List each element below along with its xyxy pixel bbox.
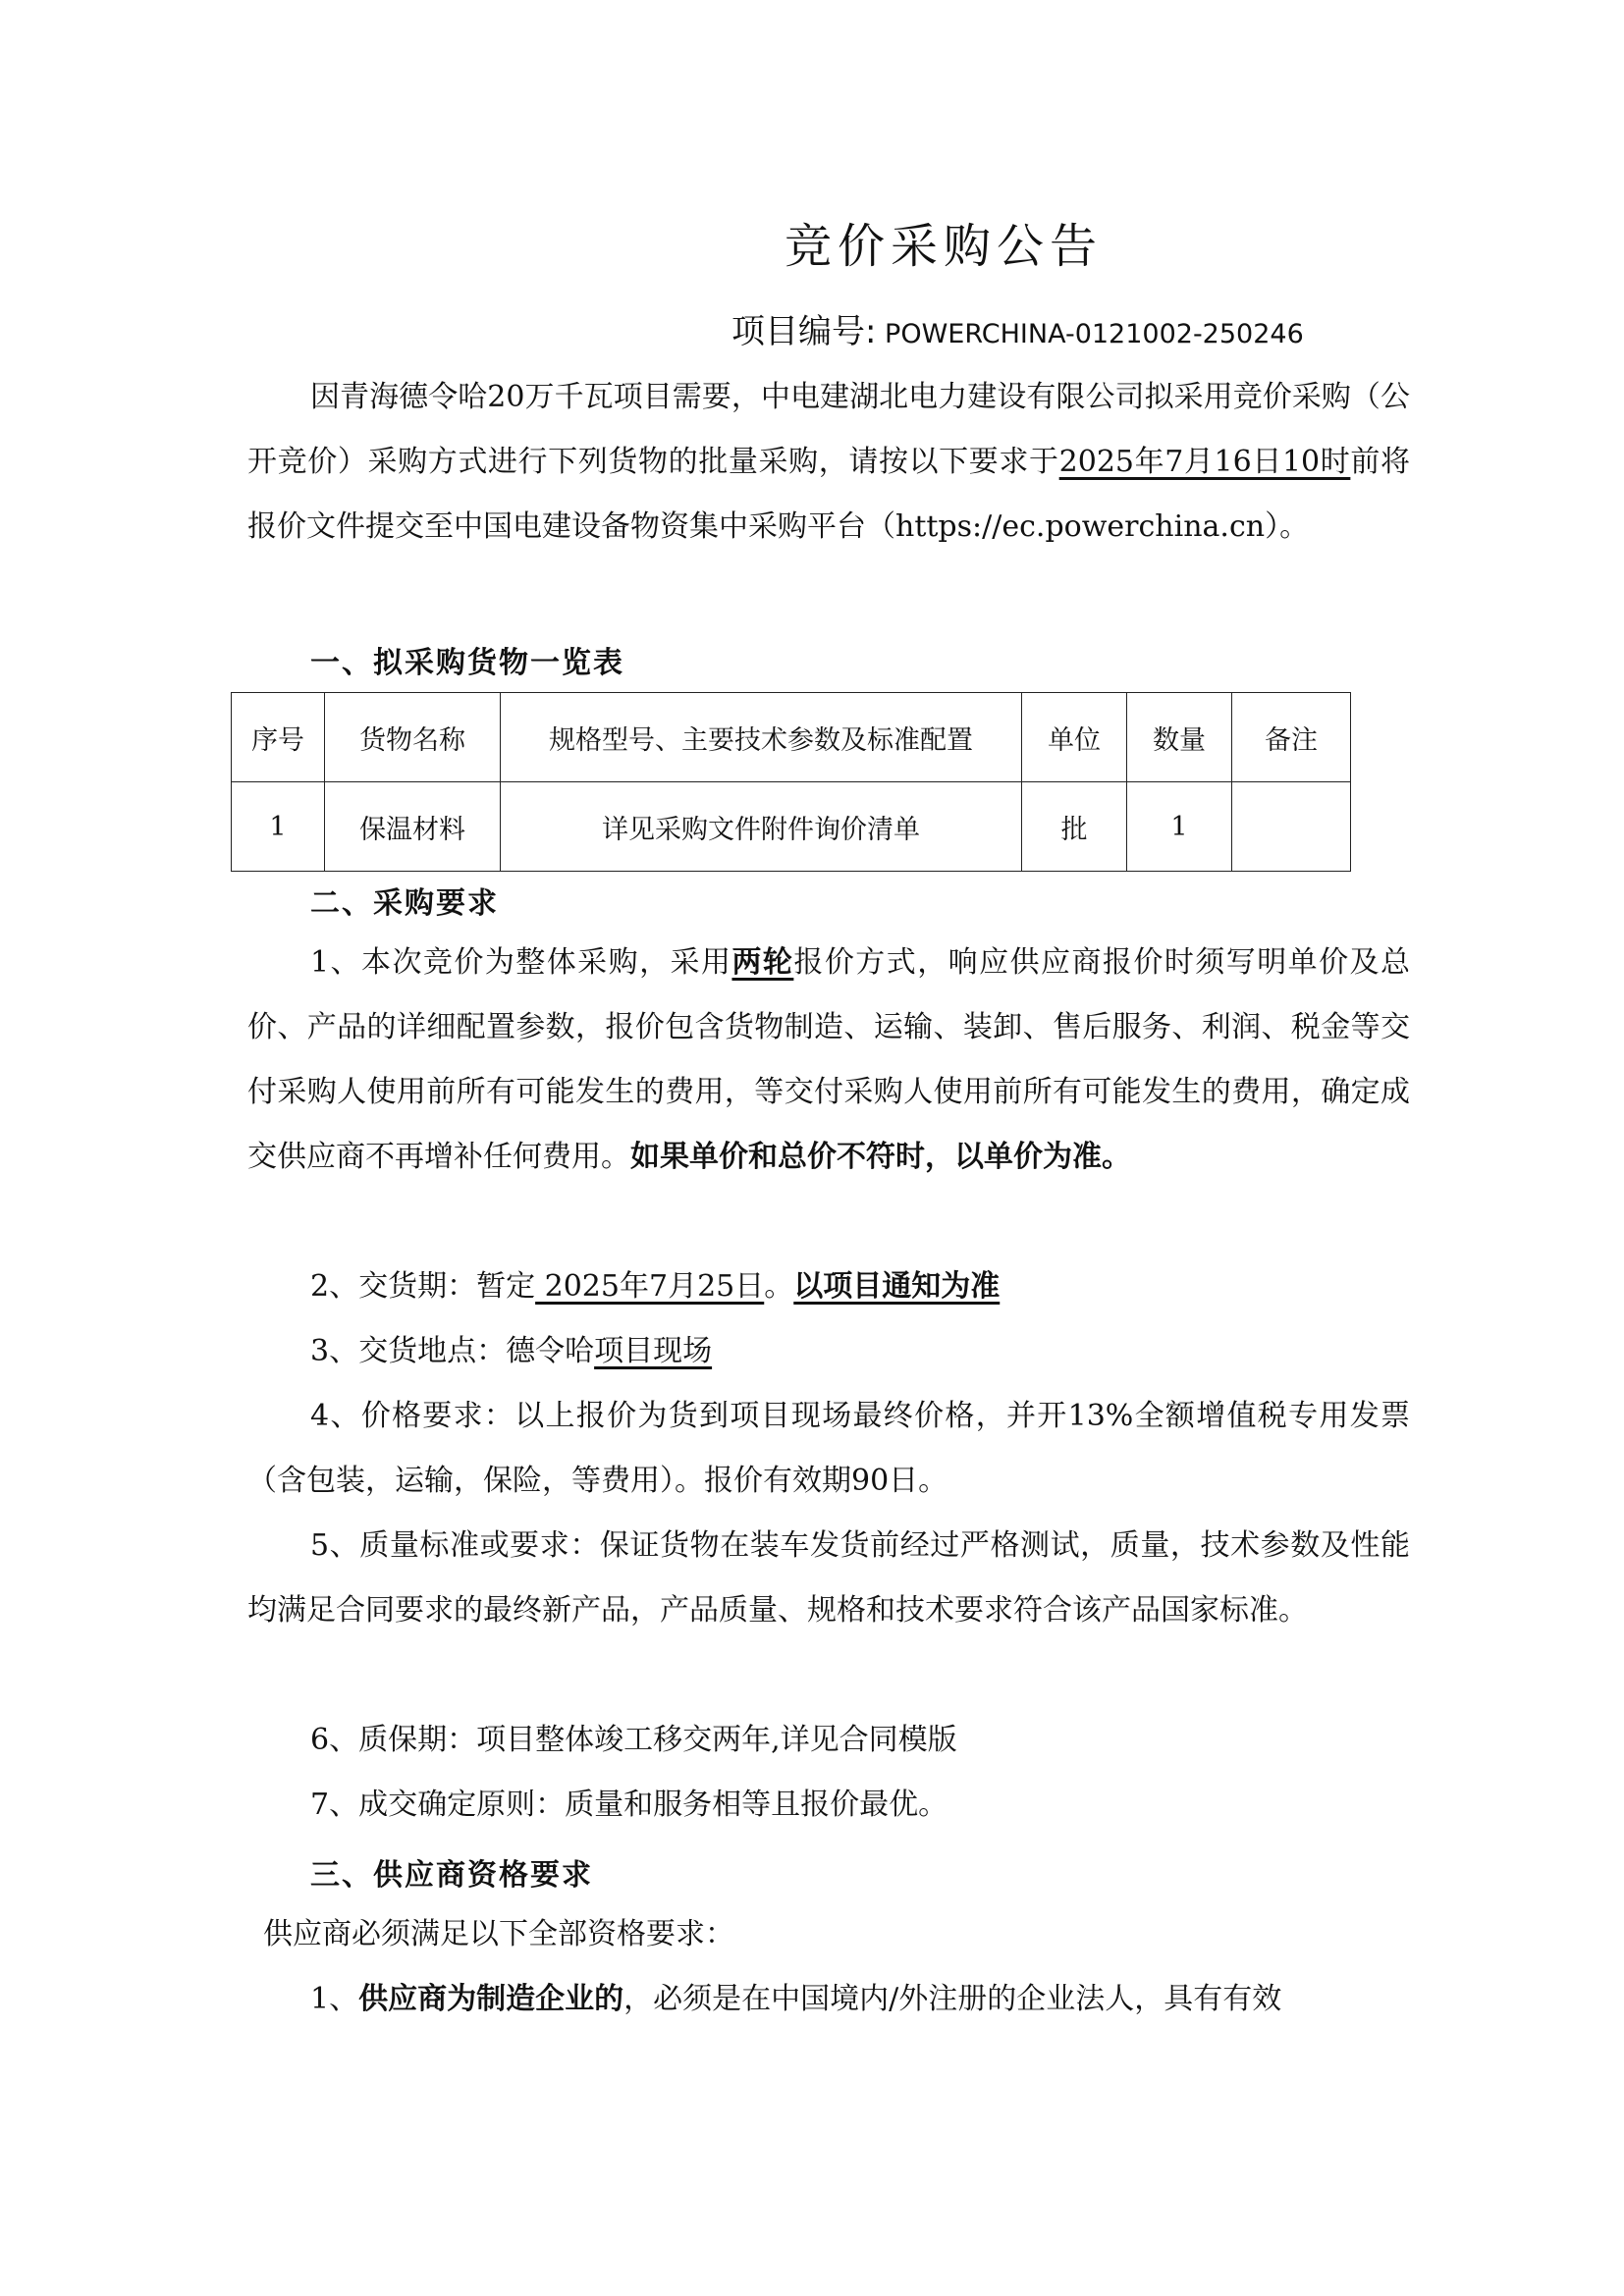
- table-cell: 保温材料: [325, 782, 501, 872]
- section-heading-goods: 一、拟采购货物一览表: [310, 646, 624, 680]
- qual1-manufacturer: 供应商为制造企业的: [358, 1982, 624, 2016]
- table-header-cell: 序号: [232, 693, 325, 782]
- section-heading-qualifications: 三、供应商资格要求: [310, 1858, 593, 1893]
- req2-notice: 以项目通知为准: [793, 1269, 1001, 1304]
- table-header-cell: 备注: [1232, 693, 1351, 782]
- req3-text-a: 3、交货地点：德令哈: [310, 1334, 595, 1368]
- table-header-cell: 数量: [1127, 693, 1232, 782]
- goods-table: [231, 692, 1351, 872]
- qualification-item-1: [247, 1967, 1410, 2032]
- intro-text: 因青海德令哈20万千瓦项目需要，中电建湖北电力建设有限公司拟采用竞价采购（公开竞价）采购方式进行下列货物的批量采购，请按以下要求于: [247, 380, 1410, 479]
- requirement-item-3: [247, 1319, 1410, 1384]
- requirement-item-6: 6、质保期：项目整体竣工移交两年,详见合同模版: [310, 1723, 957, 1757]
- req1-text-c: 报价方式，响应供应商报价时须写明单价及总价、产品的详细配置参数，报价包含货物制造、运输、装卸、售后服务、利润、税金等交付采购人使用前所有可能发生的费用，等交付采购人使用前所有可能发生的费用，确定成交供应商不再增补任何费用。: [247, 945, 1411, 1174]
- table-cell: 1: [1127, 782, 1232, 872]
- requirement-item-4: 4、价格要求：以上报价为货到项目现场最终价格，并开13%全额增值税专用发票（含包装，运输，保险，等费用）。报价有效期90日。: [247, 1399, 1410, 1498]
- requirement-item-7: 7、成交确定原则：质量和服务相等且报价最优。: [310, 1788, 948, 1822]
- intro-paragraph: [247, 365, 1410, 560]
- req1-price-rule: 如果单价和总价不符时，以单价为准。: [630, 1140, 1131, 1174]
- table-header-cell: 规格型号、主要技术参数及标准配置: [501, 693, 1022, 782]
- requirement-item-5: 5、质量标准或要求：保证货物在装车发货前经过严格测试，质量，技术参数及性能均满足合同要求的最终新产品，产品质量、规格和技术要求符合该产品国家标准。: [247, 1528, 1410, 1628]
- project-number: [731, 304, 1304, 352]
- section-heading-requirements: 二、采购要求: [310, 886, 499, 921]
- submission-deadline: 2025年7月16日10时: [1058, 445, 1351, 479]
- req2-text-a: 2、交货期：暂定: [310, 1269, 536, 1304]
- qual1-text-a: 1、: [310, 1982, 359, 2016]
- table-row: [232, 782, 1351, 872]
- project-number-value: POWERCHINA-0121002-250246: [876, 319, 1304, 349]
- table-header-cell: 单位: [1022, 693, 1127, 782]
- req1-two-rounds: 两轮: [731, 945, 794, 980]
- table-header-row: [232, 693, 1351, 782]
- req3-site: 项目现场: [594, 1334, 713, 1368]
- table-header-cell: 货物名称: [325, 693, 501, 782]
- table-cell: 详见采购文件附件询价清单: [501, 782, 1022, 872]
- table-cell: 批: [1022, 782, 1127, 872]
- qualification-lead: 供应商必须满足以下全部资格要求：: [263, 1917, 734, 1951]
- intro-text-end: 前将报价文件提交至中国电建设备物资集中采购平台（https://ec.powerchina.cn）。: [247, 445, 1410, 544]
- table-cell: [1232, 782, 1351, 872]
- req2-delivery-date: 2025年7月25日: [535, 1269, 765, 1304]
- table-cell: 1: [232, 782, 325, 872]
- qual1-text-c: ，必须是在中国境内/外注册的企业法人，具有有效: [623, 1982, 1282, 2016]
- requirement-item-1: [247, 931, 1410, 1190]
- project-number-label: 项目编号:: [731, 312, 877, 351]
- requirement-item-2: [247, 1255, 1410, 1319]
- req1-text-a: 1、本次竞价为整体采购，采用: [310, 945, 732, 980]
- page-title: 竞价采购公告: [784, 219, 1103, 274]
- req2-text-c: 。: [764, 1269, 794, 1304]
